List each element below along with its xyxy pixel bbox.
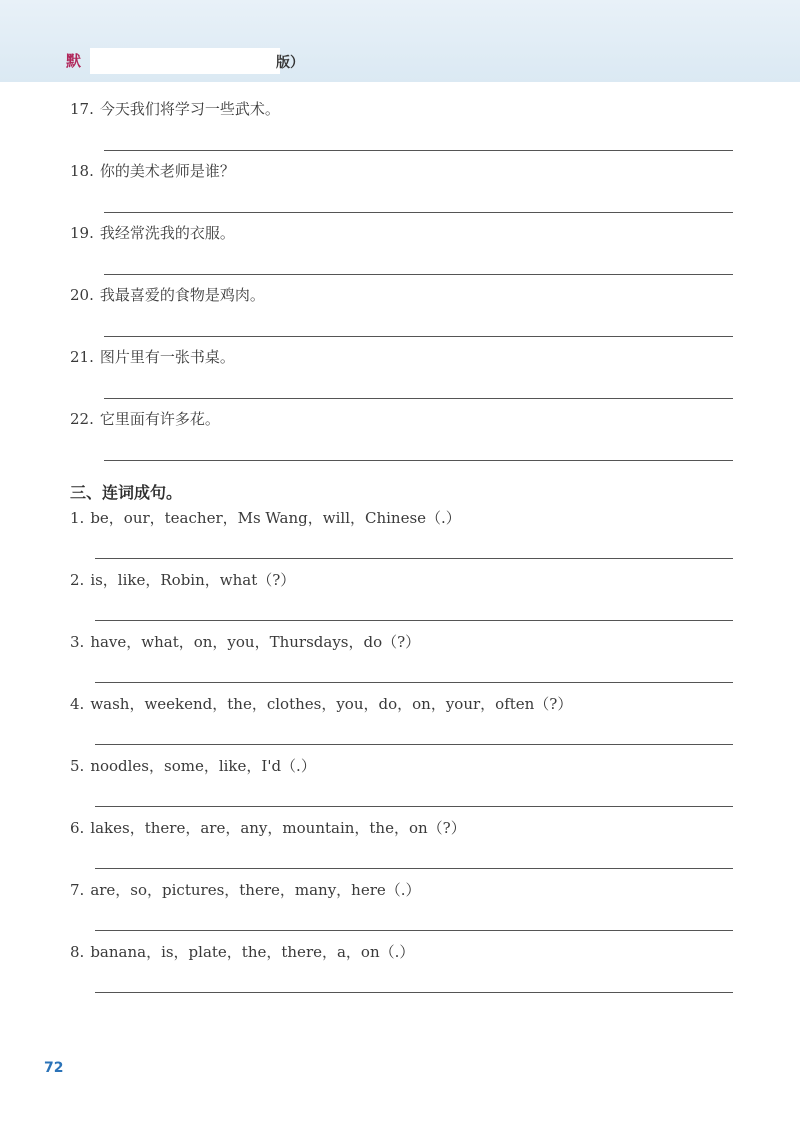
item-number: 7. <box>70 881 85 899</box>
item-number: 18. <box>70 162 94 180</box>
page-number: 72 <box>44 1060 64 1076</box>
item-text: 我最喜爱的食物是鸡肉。 <box>99 286 265 304</box>
item-number: 6. <box>70 819 85 837</box>
sentence-item <box>70 632 420 652</box>
item-text: 今天我们将学习一些武术。 <box>99 100 280 118</box>
item-text: noodles，some，like，I'd（.） <box>90 757 316 775</box>
item-text: 图片里有一张书桌。 <box>99 348 235 366</box>
translation-item <box>70 347 235 367</box>
item-number: 8. <box>70 943 85 961</box>
item-number: 19. <box>70 224 94 242</box>
answer-line[interactable] <box>95 806 733 807</box>
item-number: 3. <box>70 633 85 651</box>
sentence-item <box>70 756 316 776</box>
item-number: 21. <box>70 348 94 366</box>
header-redaction <box>90 48 280 74</box>
item-text: 你的美术老师是谁？ <box>99 162 235 180</box>
item-number: 2. <box>70 571 85 589</box>
header-suffix: 版） <box>276 55 304 71</box>
answer-line[interactable] <box>95 620 733 621</box>
answer-line[interactable] <box>104 460 733 461</box>
item-text: lakes，there，are，any，mountain，the，on（?） <box>90 819 466 837</box>
answer-line[interactable] <box>95 992 733 993</box>
item-text: is，like，Robin，what（?） <box>90 571 296 589</box>
answer-line[interactable] <box>104 336 733 337</box>
sentence-item <box>70 570 295 590</box>
answer-line[interactable] <box>95 744 733 745</box>
item-number: 5. <box>70 757 85 775</box>
translation-item <box>70 161 235 181</box>
answer-line[interactable] <box>104 150 733 151</box>
item-number: 20. <box>70 286 94 304</box>
sentence-item <box>70 694 572 714</box>
sentence-item <box>70 942 414 962</box>
item-number: 22. <box>70 410 94 428</box>
item-number: 1. <box>70 509 85 527</box>
answer-line[interactable] <box>95 930 733 931</box>
sentence-item <box>70 880 421 900</box>
item-number: 17. <box>70 100 94 118</box>
answer-line[interactable] <box>104 398 733 399</box>
answer-line[interactable] <box>104 212 733 213</box>
sentence-item <box>70 508 461 528</box>
item-text: wash，weekend，the，clothes，you，do，on，your，often（?） <box>90 695 573 713</box>
item-text: banana，is，plate，the，there，a，on（.） <box>90 943 415 961</box>
translation-item <box>70 409 220 429</box>
answer-line[interactable] <box>104 274 733 275</box>
item-text: be，our，teacher，Ms Wang，will，Chinese（.） <box>90 509 461 527</box>
translation-item <box>70 223 235 243</box>
section-title: 三、连词成句。 <box>70 483 183 502</box>
answer-line[interactable] <box>95 682 733 683</box>
translation-item <box>70 285 265 305</box>
item-text: 它里面有许多花。 <box>99 410 220 428</box>
item-number: 4. <box>70 695 85 713</box>
item-text: are，so，pictures，there，many，here（.） <box>90 881 421 899</box>
item-text: have，what，on，you，Thursdays，do（?） <box>90 633 421 651</box>
header-title: 默 <box>66 52 82 70</box>
translation-item <box>70 99 280 119</box>
answer-line[interactable] <box>95 868 733 869</box>
item-text: 我经常洗我的衣服。 <box>99 224 235 242</box>
answer-line[interactable] <box>95 558 733 559</box>
sentence-item <box>70 818 466 838</box>
